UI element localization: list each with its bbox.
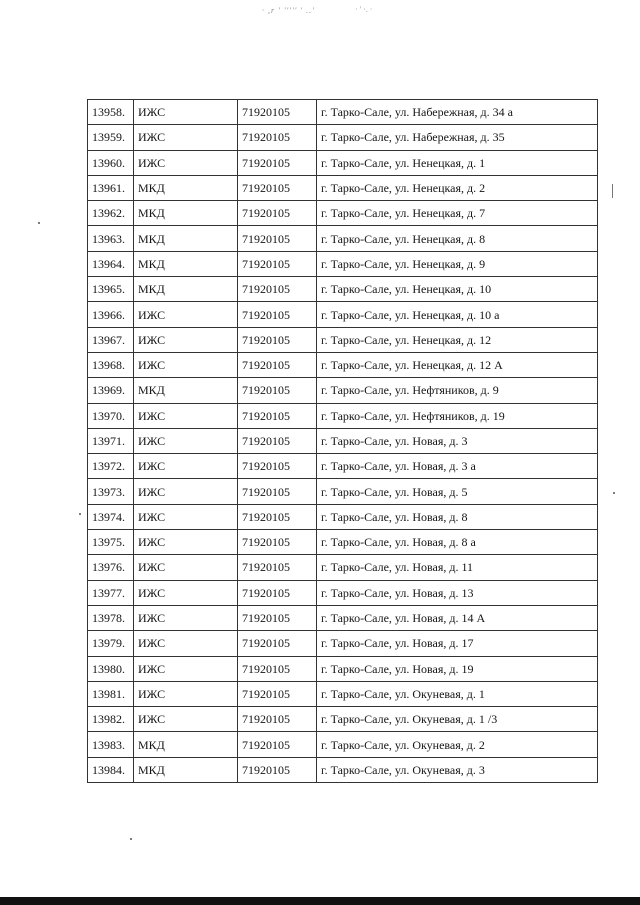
row-number-cell: 13978. [88,605,134,630]
row-number-cell: 13964. [88,251,134,276]
row-number-cell: 13980. [88,656,134,681]
oktmo-code-cell: 71920105 [238,327,317,352]
address-cell: г. Тарко-Сале, ул. Ненецкая, д. 12 [317,327,598,352]
address-cell: г. Тарко-Сале, ул. Окуневая, д. 2 [317,732,598,757]
building-type-cell: ИЖС [134,302,238,327]
oktmo-code-cell: 71920105 [238,504,317,529]
oktmo-code-cell: 71920105 [238,631,317,656]
oktmo-code-cell: 71920105 [238,201,317,226]
row-number-cell: 13981. [88,681,134,706]
row-number-cell: 13984. [88,757,134,782]
building-type-cell: ИЖС [134,707,238,732]
oktmo-code-cell: 71920105 [238,226,317,251]
table-row [88,504,598,529]
scan-speck [38,222,40,224]
row-number-cell: 13968. [88,352,134,377]
address-cell: г. Тарко-Сале, ул. Новая, д. 14 А [317,605,598,630]
address-cell: г. Тарко-Сале, ул. Новая, д. 19 [317,656,598,681]
oktmo-code-cell: 71920105 [238,454,317,479]
address-cell: г. Тарко-Сале, ул. Ненецкая, д. 1 [317,150,598,175]
building-type-cell: МКД [134,175,238,200]
table-row [88,707,598,732]
oktmo-code-cell: 71920105 [238,403,317,428]
table-row [88,631,598,656]
oktmo-code-cell: 71920105 [238,656,317,681]
table-row [88,150,598,175]
oktmo-code-cell: 71920105 [238,580,317,605]
oktmo-code-cell: 71920105 [238,681,317,706]
row-number-cell: 13959. [88,125,134,150]
table-row [88,226,598,251]
address-cell: г. Тарко-Сале, ул. Ненецкая, д. 10 а [317,302,598,327]
row-number-cell: 13963. [88,226,134,251]
oktmo-code-cell: 71920105 [238,555,317,580]
row-number-cell: 13960. [88,150,134,175]
scan-edge-line [612,184,613,198]
table-row [88,302,598,327]
table-body [88,100,598,783]
oktmo-code-cell: 71920105 [238,125,317,150]
building-type-cell: ИЖС [134,428,238,453]
table-row [88,605,598,630]
scan-header-artifact: · ,r ' ''''' ' ..' [262,6,315,15]
building-type-cell: ИЖС [134,454,238,479]
oktmo-code-cell: 71920105 [238,732,317,757]
scan-speck [130,838,132,840]
row-number-cell: 13962. [88,201,134,226]
building-type-cell: МКД [134,277,238,302]
building-type-cell: ИЖС [134,150,238,175]
building-type-cell: ИЖС [134,555,238,580]
table-row [88,327,598,352]
building-type-cell: МКД [134,732,238,757]
oktmo-code-cell: 71920105 [238,707,317,732]
row-number-cell: 13965. [88,277,134,302]
row-number-cell: 13977. [88,580,134,605]
address-cell: г. Тарко-Сале, ул. Ненецкая, д. 9 [317,251,598,276]
building-type-cell: ИЖС [134,631,238,656]
building-type-cell: ИЖС [134,125,238,150]
oktmo-code-cell: 71920105 [238,302,317,327]
table-row [88,277,598,302]
building-type-cell: ИЖС [134,580,238,605]
table-row [88,251,598,276]
scan-bottom-edge [0,897,640,905]
table-row [88,403,598,428]
table-row [88,454,598,479]
row-number-cell: 13961. [88,175,134,200]
oktmo-code-cell: 71920105 [238,352,317,377]
building-type-cell: ИЖС [134,605,238,630]
address-cell: г. Тарко-Сале, ул. Ненецкая, д. 10 [317,277,598,302]
building-type-cell: ИЖС [134,656,238,681]
row-number-cell: 13975. [88,530,134,555]
table-row [88,428,598,453]
table-row [88,100,598,125]
building-type-cell: МКД [134,201,238,226]
building-type-cell: МКД [134,251,238,276]
row-number-cell: 13974. [88,504,134,529]
table-row [88,125,598,150]
address-cell: г. Тарко-Сале, ул. Окуневая, д. 1 [317,681,598,706]
row-number-cell: 13958. [88,100,134,125]
table-row [88,757,598,782]
table-row [88,378,598,403]
address-cell: г. Тарко-Сале, ул. Ненецкая, д. 7 [317,201,598,226]
address-cell: г. Тарко-Сале, ул. Набережная, д. 35 [317,125,598,150]
table-row [88,580,598,605]
row-number-cell: 13972. [88,454,134,479]
address-cell: г. Тарко-Сале, ул. Новая, д. 3 [317,428,598,453]
oktmo-code-cell: 71920105 [238,100,317,125]
address-cell: г. Тарко-Сале, ул. Нефтяников, д. 9 [317,378,598,403]
row-number-cell: 13966. [88,302,134,327]
address-cell: г. Тарко-Сале, ул. Окуневая, д. 1 /3 [317,707,598,732]
scan-speck [613,492,615,494]
address-cell: г. Тарко-Сале, ул. Новая, д. 8 а [317,530,598,555]
table-row [88,656,598,681]
address-cell: г. Тарко-Сале, ул. Нефтяников, д. 19 [317,403,598,428]
oktmo-code-cell: 71920105 [238,757,317,782]
scan-mark-artifact: · ' ·. · [355,5,373,14]
table-row [88,175,598,200]
building-type-cell: МКД [134,378,238,403]
row-number-cell: 13971. [88,428,134,453]
row-number-cell: 13982. [88,707,134,732]
address-cell: г. Тарко-Сале, ул. Окуневая, д. 3 [317,757,598,782]
table-row [88,732,598,757]
building-type-cell: ИЖС [134,403,238,428]
building-type-cell: МКД [134,226,238,251]
building-type-cell: ИЖС [134,327,238,352]
building-type-cell: ИЖС [134,352,238,377]
address-cell: г. Тарко-Сале, ул. Новая, д. 17 [317,631,598,656]
oktmo-code-cell: 71920105 [238,530,317,555]
building-type-cell: ИЖС [134,530,238,555]
oktmo-code-cell: 71920105 [238,277,317,302]
address-cell: г. Тарко-Сале, ул. Новая, д. 3 а [317,454,598,479]
address-cell: г. Тарко-Сале, ул. Новая, д. 5 [317,479,598,504]
address-cell: г. Тарко-Сале, ул. Ненецкая, д. 8 [317,226,598,251]
address-registry-table [87,99,598,783]
address-cell: г. Тарко-Сале, ул. Новая, д. 11 [317,555,598,580]
building-type-cell: ИЖС [134,100,238,125]
row-number-cell: 13979. [88,631,134,656]
row-number-cell: 13983. [88,732,134,757]
address-cell: г. Тарко-Сале, ул. Ненецкая, д. 2 [317,175,598,200]
table-row [88,201,598,226]
table-row [88,479,598,504]
row-number-cell: 13967. [88,327,134,352]
row-number-cell: 13976. [88,555,134,580]
table-row [88,352,598,377]
oktmo-code-cell: 71920105 [238,428,317,453]
table-row [88,530,598,555]
table-row [88,555,598,580]
oktmo-code-cell: 71920105 [238,605,317,630]
oktmo-code-cell: 71920105 [238,479,317,504]
building-type-cell: ИЖС [134,479,238,504]
address-cell: г. Тарко-Сале, ул. Новая, д. 13 [317,580,598,605]
oktmo-code-cell: 71920105 [238,378,317,403]
oktmo-code-cell: 71920105 [238,251,317,276]
scan-speck [79,513,81,515]
building-type-cell: ИЖС [134,681,238,706]
building-type-cell: МКД [134,757,238,782]
row-number-cell: 13970. [88,403,134,428]
address-cell: г. Тарко-Сале, ул. Новая, д. 8 [317,504,598,529]
row-number-cell: 13969. [88,378,134,403]
building-type-cell: ИЖС [134,504,238,529]
table-row [88,681,598,706]
oktmo-code-cell: 71920105 [238,175,317,200]
address-cell: г. Тарко-Сале, ул. Ненецкая, д. 12 А [317,352,598,377]
oktmo-code-cell: 71920105 [238,150,317,175]
row-number-cell: 13973. [88,479,134,504]
address-cell: г. Тарко-Сале, ул. Набережная, д. 34 а [317,100,598,125]
